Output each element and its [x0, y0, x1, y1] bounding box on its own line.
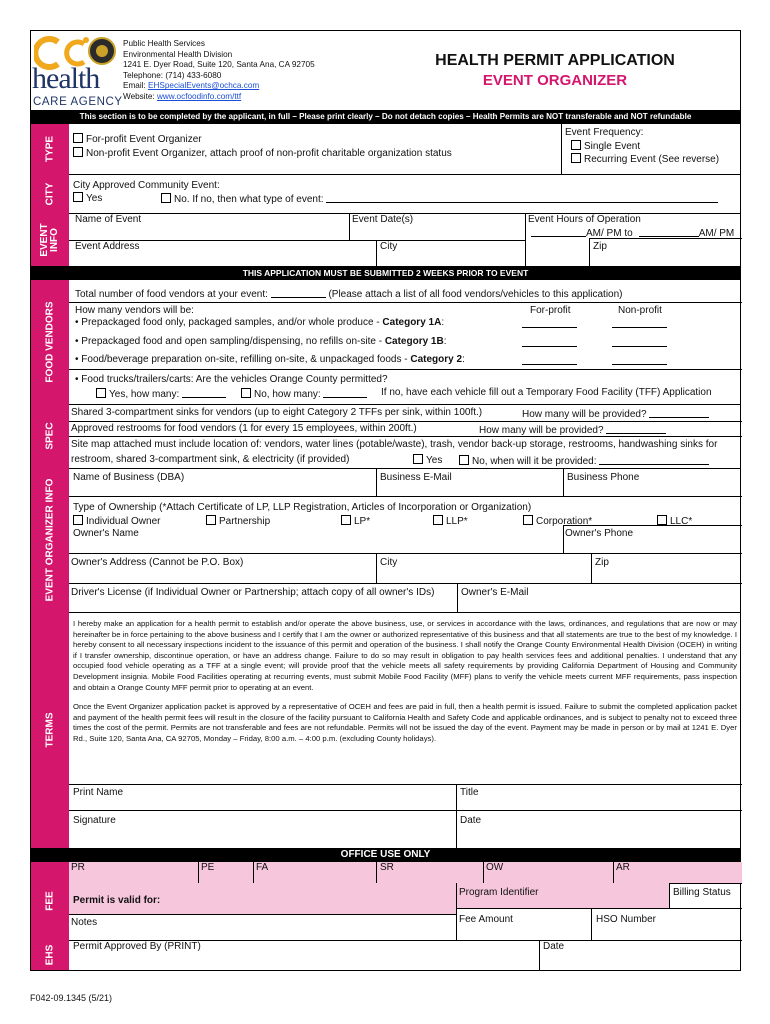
checkbox[interactable] [433, 515, 443, 525]
site-map-line-1: Site map attached must include location of: vendors, water lines (potable/waste), trash, vendor back-up storage, restrooms, handwashing sinks for [71, 439, 718, 450]
business-phone-label: Business Phone [567, 472, 640, 483]
sr-label: SR [380, 862, 394, 873]
submit-deadline-bar: THIS APPLICATION MUST BE SUBMITTED 2 WEEKS PRIOR TO EVENT [31, 266, 740, 280]
signature-date-label: Date [460, 815, 482, 826]
form-subtitle: EVENT ORGANIZER [482, 72, 628, 89]
trucks-no-count-field[interactable] [323, 387, 367, 398]
checkbox[interactable] [459, 455, 469, 465]
checkbox[interactable] [73, 515, 83, 525]
address-line: Public Health Services [123, 39, 205, 48]
owner-phone-label: Owner's Phone [565, 528, 634, 539]
total-vendors-note: (Please attach a list of all food vendors/vehicles to this application) [328, 289, 623, 300]
owner-address-label: Owner's Address (Cannot be P.O. Box) [71, 557, 244, 568]
checkbox[interactable] [73, 147, 83, 157]
checkbox[interactable] [571, 140, 581, 150]
organizer-band: EVENT ORGANIZER INFO [31, 468, 69, 612]
restrooms-label: Approved restrooms for food vendors (1 for every 15 employees, within 200ft.) [71, 423, 417, 434]
start-time-field[interactable] [531, 226, 586, 237]
cat1a-non-profit-field[interactable] [612, 317, 667, 328]
ownership-partnership[interactable]: Partnership [206, 515, 270, 528]
approval-date-label: Date [543, 941, 565, 952]
ownership-llc[interactable]: LLC* [657, 515, 692, 528]
sinks-count-question: How many will be provided? [522, 409, 647, 420]
total-vendors-field[interactable] [271, 287, 326, 298]
event-zip-label: Zip [593, 241, 607, 252]
checkbox[interactable] [206, 515, 216, 525]
fee-band: FEE [31, 862, 69, 940]
restrooms-count-question: How many will be provided? [479, 425, 604, 436]
type-band: TYPE [31, 124, 69, 174]
checkbox[interactable] [657, 515, 667, 525]
site-map-line-2: restroom, shared 3-compartment sink, & electricity (if provided) [71, 454, 350, 465]
city-approved-label: City Approved Community Event: [73, 180, 220, 191]
trucks-yes-option[interactable]: Yes, how many: [96, 387, 226, 401]
spec-band: SPEC [31, 404, 69, 468]
billing-status-label: Billing Status [673, 887, 731, 898]
for-profit-col: For-profit [530, 305, 571, 316]
single-event-option[interactable]: Single Event [571, 140, 640, 153]
event-dates-label: Event Date(s) [352, 214, 414, 225]
recurring-event-option[interactable]: Recurring Event (See reverse) [571, 153, 719, 166]
program-identifier-label: Program Identifier [459, 887, 539, 898]
office-codes-row [69, 862, 742, 883]
city-band: CITY [31, 174, 69, 213]
owner-email-label: Owner's E-Mail [461, 587, 529, 598]
website-link[interactable]: www.ocfoodinfo.com/ttf [156, 91, 242, 101]
pr-label: PR [71, 862, 85, 873]
checkbox[interactable] [413, 454, 423, 464]
cat1b-non-profit-field[interactable] [612, 336, 667, 347]
am-pm-to-label: AM/ PM to [586, 228, 633, 239]
instruction-bar: This section is to be completed by the applicant, in full – Please print clearly – Do not detach copies – Health Permits are NOT transferable and NOT refundable [31, 110, 740, 124]
drivers-license-label: Driver's License (if Individual Owner or Partnership; attach copy of all owner's IDs) [71, 587, 435, 598]
food-vendors-band: FOOD VENDORS [31, 280, 69, 404]
notes-label: Notes [71, 917, 98, 928]
event-address-label: Event Address [75, 241, 140, 252]
form-number: F042-09.1345 (5/21) [30, 993, 113, 1003]
approved-by-label: Permit Approved By (PRINT) [73, 941, 201, 952]
checkbox[interactable] [73, 133, 83, 143]
site-map-date-field[interactable] [599, 454, 709, 465]
event-hours-label: Event Hours of Operation [528, 214, 641, 225]
site-map-no-option[interactable]: No, when will it be provided: [459, 454, 709, 468]
site-map-yes-option[interactable]: Yes [413, 454, 442, 467]
event-name-label: Name of Event [75, 214, 142, 225]
total-vendors-label: Total number of food vendors at your event: [75, 289, 268, 300]
city-yes-option[interactable]: Yes [73, 192, 102, 205]
am-pm-label: AM/ PM [698, 228, 735, 239]
shared-sinks-label: Shared 3-compartment sinks for vendors (up to eight Category 2 TFFs per sink, within 100ft.) [71, 407, 483, 418]
terms-text [73, 619, 737, 754]
business-name-label: Name of Business (DBA) [73, 472, 185, 483]
ownership-llp[interactable]: LLP* [433, 515, 468, 528]
signature-label: Signature [73, 815, 116, 826]
event-info-band: EVENT INFO [31, 213, 69, 266]
event-frequency-label: Event Frequency: [565, 127, 644, 138]
terms-band: TERMS [31, 612, 69, 848]
terms-paragraph-2: Once the Event Organizer application packet is approved by a representative of OCEH and fees are paid in full, then a health permit is issued. Failure to submit the completed application packet and payment of the health permit fees will result in the closure of the facility pursuant to California Health and Safety Code and applicable ordinances, and is subject to penalty not to exceed three times the cost of the permit. Permits are not transferable and fees are not refundable. Permits will not be issued the day of the event. Payment may be made in person or by mail at 1241 E. Dyer Rd., Suite 120, Santa Ana, CA 92705, Monday – Friday, 8:00 a.m. – 4:00 p.m. (excluding County holidays). [73, 702, 737, 743]
checkbox[interactable] [96, 388, 106, 398]
ownership-individual[interactable]: Individual Owner [73, 515, 160, 528]
title-label: Title [460, 787, 479, 798]
office-use-bar: OFFICE USE ONLY [31, 848, 740, 862]
trucks-tff-note: If no, have each vehicle fill out a Temporary Food Facility (TFF) Application [381, 387, 712, 398]
cat2-non-profit-field[interactable] [612, 354, 667, 365]
ar-label: AR [616, 862, 630, 873]
owner-city-label: City [380, 557, 398, 568]
address-line: 1241 E. Dyer Road, Suite 120, Santa Ana, CA 92705 [123, 60, 315, 70]
non-profit-col: Non-profit [618, 305, 662, 316]
logo-health-text: health [32, 62, 100, 95]
trucks-yes-count-field[interactable] [182, 387, 226, 398]
category-1a-row: • Prepackaged food only, packaged samples, and/or whole produce - Category 1A: [75, 317, 445, 328]
email-link[interactable]: EHSpecialEvents@ochca.com [148, 81, 260, 91]
owner-zip-label: Zip [595, 557, 609, 568]
fa-label: FA [256, 862, 269, 873]
event-city-label: City [380, 241, 398, 252]
end-time-field[interactable] [639, 226, 699, 237]
application-form [30, 30, 741, 971]
checkbox[interactable] [571, 153, 581, 163]
ow-label: OW [486, 862, 504, 873]
city-no-option[interactable]: No. If no, then what type of event: [161, 192, 718, 206]
owner-name-label: Owner's Name [73, 528, 139, 539]
cat1a-for-profit-field[interactable] [522, 317, 577, 328]
pe-label: PE [201, 862, 215, 873]
terms-paragraph-1: I hereby make an application for a health permit to establish and/or operate the above business, use, or services in accordance with the laws, ordinances, and regulations that are now or may hereinafter be in force pertaining to the above business and I certify that I am the owner or authorized representative of this business and that all statements are true to the best of my knowledge. I hereby consent to all necessary inspections incident to the issuance of this permit and operation of the business. I shall notify the Orange County Environmental Health Division (OCEH) in writing if I transfer ownership, discontinue operation, or have an address change. Failure to do so may result in obligation to pay health services fees and additional penalties. I understand that any occupied food vehicle operating as a TFF at a single event; will provide proof that the vehicle meets all safety requirements by providing California Department of Housing and Community Development insignia. Mobile Food Facilities operating at recurring events, must submit Mobile Food Facility (MFF) plans to verify the vehicle meets current MFF requirements, pass inspection and obtain a Orange County MFF permit prior to operating at an event. [73, 619, 737, 692]
checkbox[interactable] [341, 515, 351, 525]
how-many-vendors-label: How many vendors will be: [75, 305, 194, 316]
restrooms-count-field[interactable] [606, 423, 666, 434]
category-1b-row: • Prepackaged food and open sampling/dispensing, no refills on-site - Category 1B: [75, 336, 447, 347]
for-profit-option[interactable]: For-profit Event Organizer [73, 133, 202, 146]
address-line: Environmental Health Division [123, 49, 233, 59]
trucks-no-option[interactable]: No, how many: [241, 387, 367, 401]
category-2-row: • Food/beverage preparation on-site, refilling on-site, & unpackaged foods - Category 2: [75, 354, 465, 365]
address-line: Telephone: (714) 433-6080 [123, 70, 222, 80]
website-label: Website: [123, 91, 157, 101]
checkbox[interactable] [161, 193, 171, 203]
print-name-label: Print Name [73, 787, 124, 798]
business-email-label: Business E-Mail [380, 472, 452, 483]
form-title: HEALTH PERMIT APPLICATION [435, 52, 675, 69]
checkbox[interactable] [241, 388, 251, 398]
cat2-for-profit-field[interactable] [522, 354, 577, 365]
permit-valid-label: Permit is valid for: [73, 895, 161, 906]
event-type-field[interactable] [326, 192, 718, 203]
ownership-lp[interactable]: LP* [341, 515, 370, 528]
ownership-corporation[interactable]: Corporation* [523, 515, 592, 528]
logo-agency-text: CARE AGENCY [33, 96, 123, 108]
ownership-type-label: Type of Ownership (*Attach Certificate of LP, LLP Registration, Articles of Incorporation or Organization) [73, 502, 532, 513]
sinks-count-field[interactable] [649, 407, 709, 418]
checkbox[interactable] [73, 192, 83, 202]
food-trucks-question: • Food trucks/trailers/carts: Are the vehicles Orange County permitted? [75, 374, 388, 385]
checkbox[interactable] [523, 515, 533, 525]
email-label: Email: [123, 81, 149, 91]
cat1b-for-profit-field[interactable] [522, 336, 577, 347]
hso-number-label: HSO Number [596, 914, 657, 925]
non-profit-option[interactable]: Non-profit Event Organizer, attach proof of non-profit charitable organization status [73, 147, 452, 160]
fee-amount-label: Fee Amount [459, 914, 513, 925]
ehs-band: EHS [31, 940, 69, 970]
